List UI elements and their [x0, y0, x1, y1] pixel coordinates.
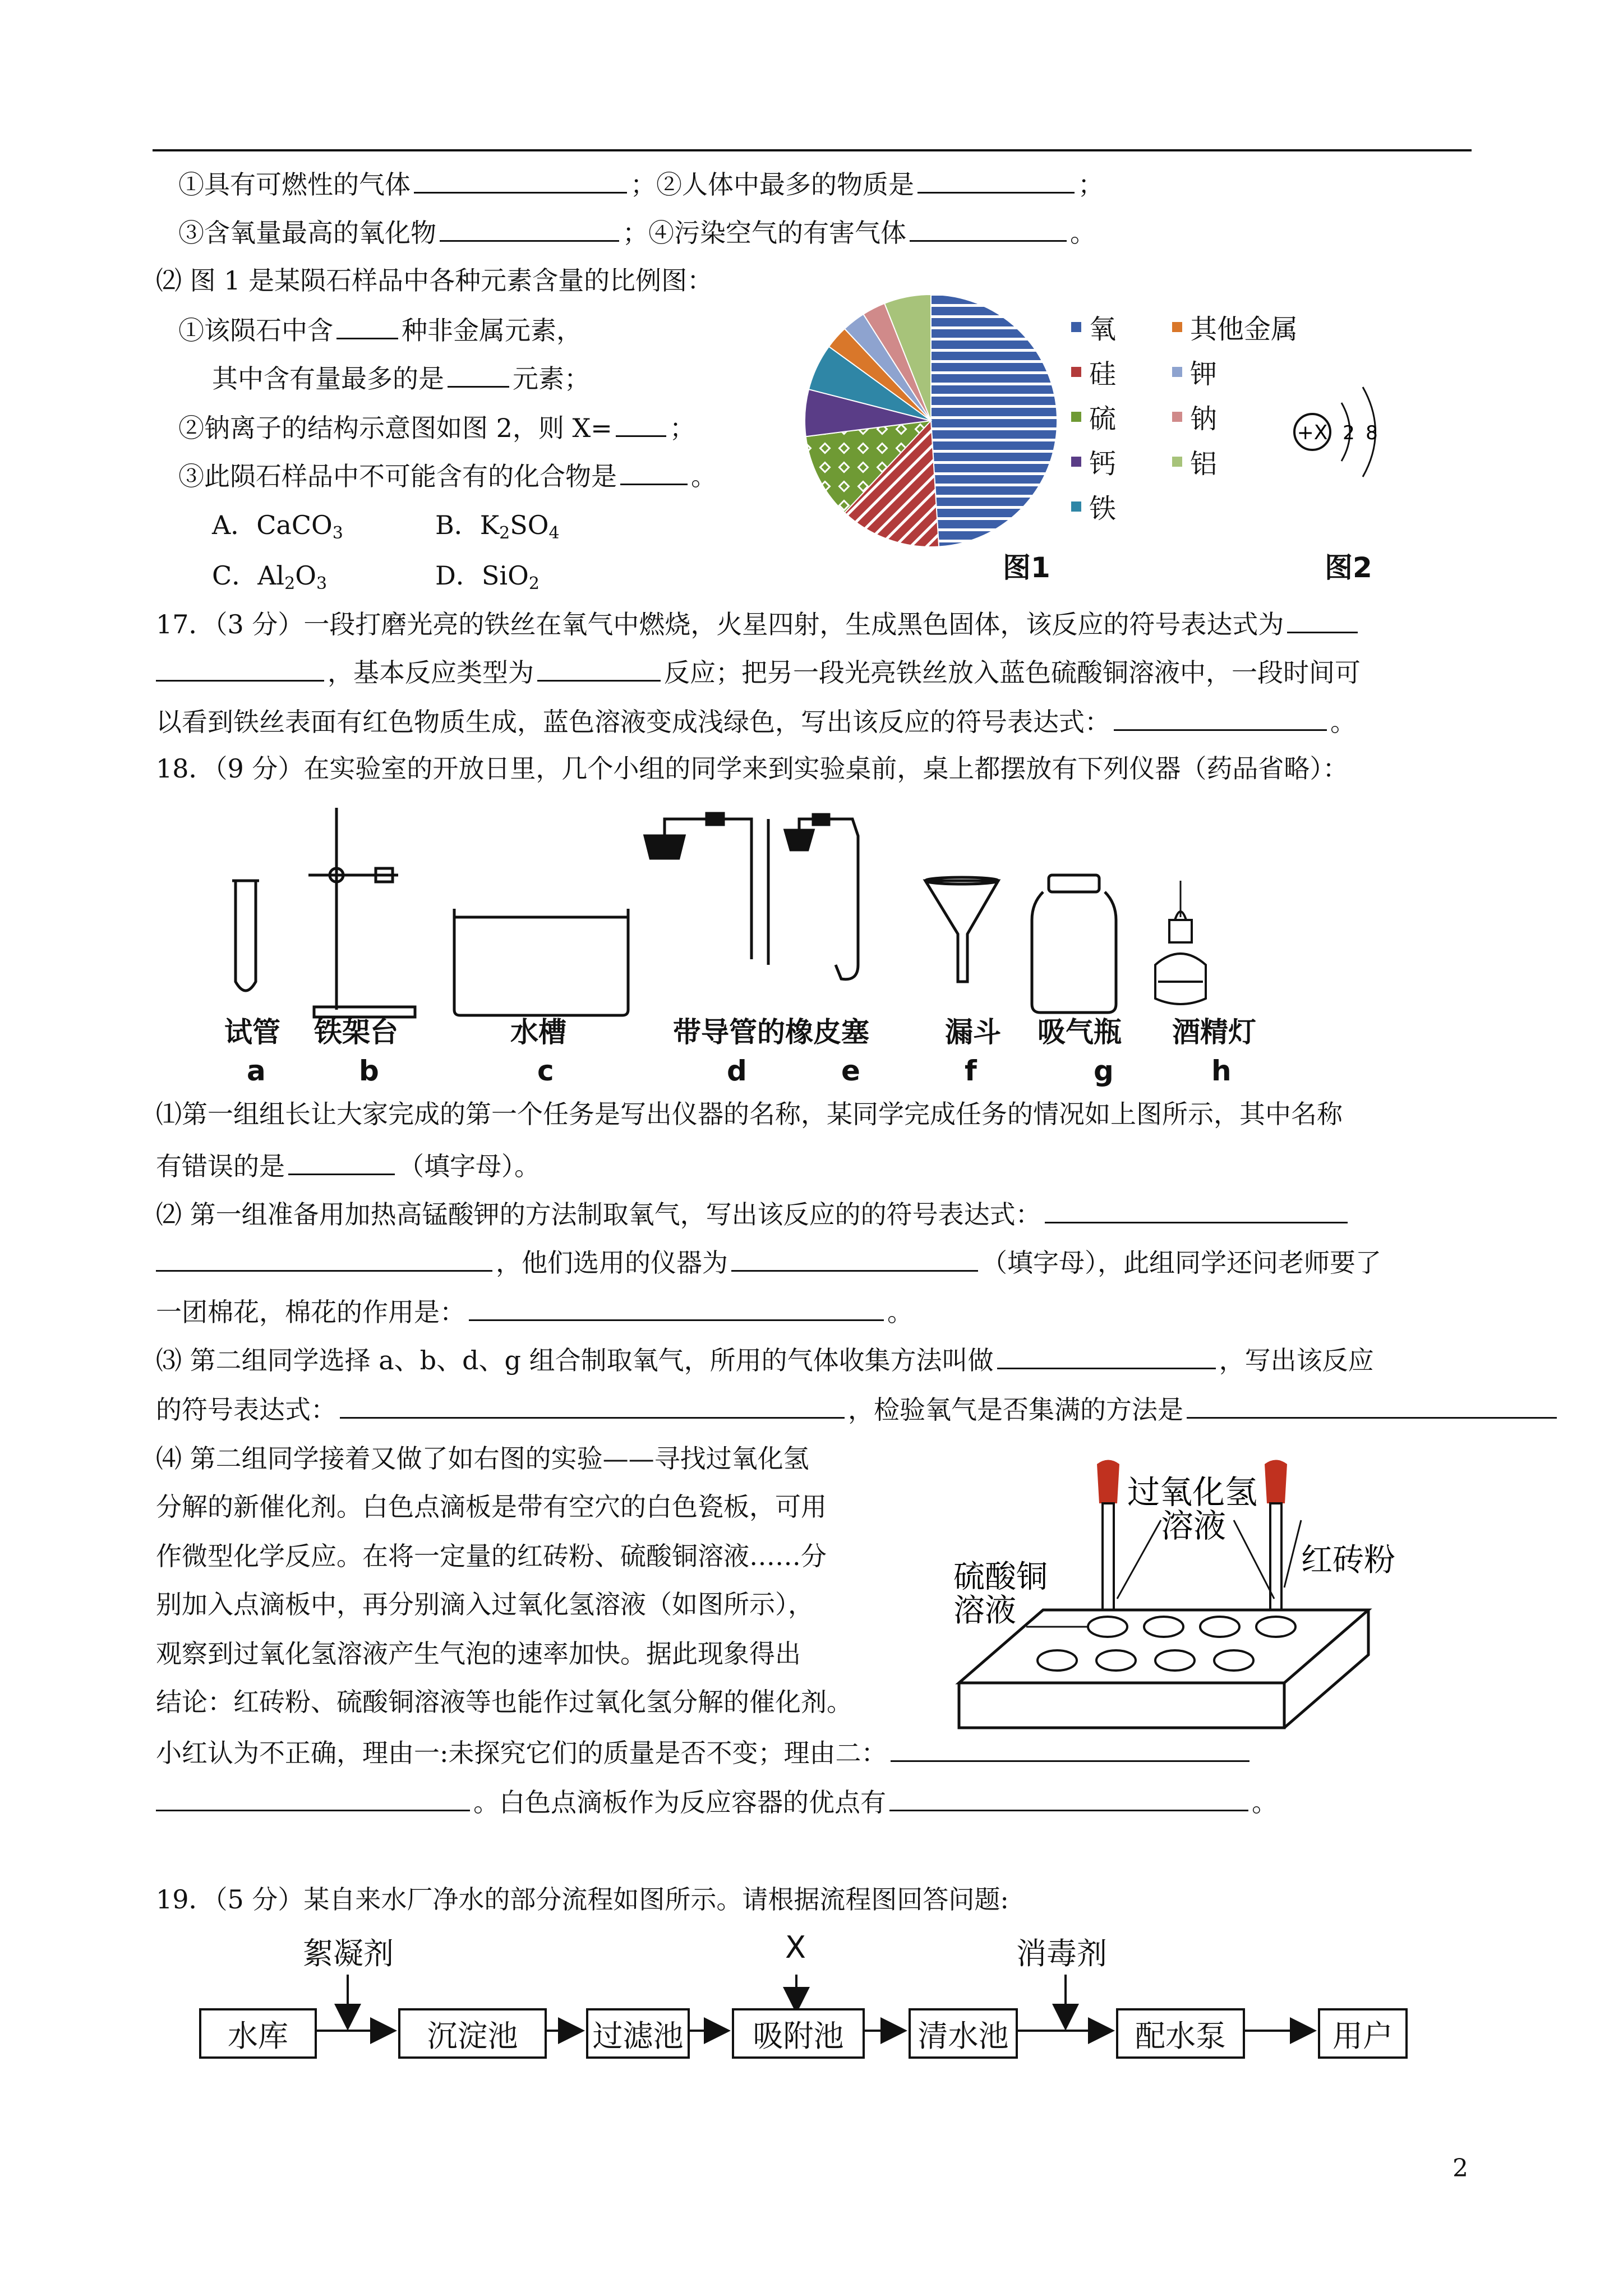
answer-blank[interactable] [469, 1294, 884, 1321]
text: A．CaCO [212, 510, 333, 540]
text: 17．（3 分）一段打磨光亮的铁丝在氧气中燃烧，火星四射，生成黑色固体，该反应的符号表达式为 [156, 609, 1284, 639]
instrument-letter: f [965, 1055, 977, 1087]
q16-p2-3 [178, 458, 717, 493]
legend-item [1172, 442, 1217, 481]
instrument-letter: e [841, 1055, 860, 1087]
text: 。 [1252, 1787, 1278, 1818]
text: ⑶ 第二组同学选择 a、b、d、g 组合制取氧气，所用的气体收集方法叫做 [156, 1345, 994, 1375]
brick-label: 红砖粉 [1301, 1542, 1395, 1579]
nucleus-label: +X [1297, 421, 1328, 444]
answer-blank[interactable] [1187, 1391, 1557, 1419]
sodium-ion-diagram [1279, 359, 1408, 494]
water-trough-icon [454, 909, 628, 1015]
dropper-left-icon [1097, 1460, 1119, 1611]
h2o2-label-2: 溶液 [1161, 1507, 1227, 1545]
shell2-count: 8 [1366, 422, 1378, 444]
instruments-figure [213, 797, 1279, 1021]
option-a [212, 508, 343, 550]
text: 。 [1070, 218, 1096, 248]
instrument-letter: d [727, 1055, 747, 1087]
legend-label: 其他金属 [1190, 314, 1298, 345]
legend-label: 硫 [1089, 403, 1117, 435]
instrument-name: 酒精灯 [1172, 1016, 1256, 1048]
q16-line2 [178, 214, 1096, 250]
text: ，他们选用的仪器为 [496, 1248, 728, 1278]
answer-blank[interactable] [620, 458, 688, 485]
legend-swatch [1071, 367, 1081, 377]
shell1-count: 2 [1343, 422, 1355, 444]
q18-p4-6: 结论：红砖粉、硫酸铜溶液等也能作过氧化氢分解的催化剂。 [156, 1687, 852, 1717]
q16-part2-intro: ⑵ 图 1 是某陨石样品中各种元素含量的比例图： [156, 265, 713, 296]
q18-p1b [156, 1148, 540, 1183]
text: ； [669, 413, 695, 443]
text: 以看到铁丝表面有红色物质生成，蓝色溶液变成浅绿色，写出该反应的符号表达式： [156, 707, 1110, 737]
q19-line1: 19．（5 分）某自来水厂净水的部分流程如图所示。请根据流程图回答问题: [156, 1884, 1009, 1915]
legend-item [1172, 307, 1298, 346]
text: 。 [887, 1297, 913, 1327]
q16-p2-1b [212, 360, 590, 395]
legend-swatch [1172, 322, 1182, 332]
h2o2-label: 过氧化氢 [1127, 1473, 1258, 1511]
legend-swatch [1071, 457, 1081, 467]
text: 。白色点滴板作为反应容器的优点有 [473, 1787, 886, 1818]
chart-legend [1071, 307, 1307, 532]
flow-step-pump: 配水泵 [1116, 2008, 1245, 2059]
text: 。 [1330, 707, 1356, 737]
text: O [295, 560, 316, 591]
q16-line1 [178, 166, 1104, 201]
text: ②钠离子的结构示意图如图 2，则 X= [178, 413, 612, 443]
text: ③含氧量最高的氧化物 [178, 218, 436, 248]
instrument-letter: b [359, 1055, 379, 1087]
figure2-label: 图2 [1325, 551, 1372, 584]
text: ；②人体中最多的物质是 [630, 169, 914, 200]
text: ①该陨石中含 [178, 315, 333, 346]
option-c [212, 559, 327, 601]
option-d [435, 559, 540, 601]
text: SO [510, 510, 549, 540]
q18-p1a: ⑴第一组组长让大家完成的第一个任务是写出仪器的名称，某同学完成任务的情况如上图所示，其中名称 [156, 1099, 1343, 1129]
legend-item [1172, 397, 1217, 436]
text: C．Al [212, 560, 285, 591]
legend-item [1071, 487, 1116, 526]
answer-blank[interactable] [440, 214, 619, 242]
figure1-label: 图1 [1003, 551, 1050, 584]
legend-item [1071, 442, 1116, 481]
answer-blank[interactable] [448, 360, 509, 388]
legend-swatch [1071, 501, 1081, 512]
q18-p4-2: 分解的新催化剂。白色点滴板是带有空穴的白色瓷板，可用 [156, 1492, 827, 1522]
answer-blank[interactable] [414, 166, 627, 194]
text: 一团棉花，棉花的作用是： [156, 1297, 465, 1327]
x-label: X [785, 1930, 806, 1965]
legend-item [1071, 307, 1116, 346]
subscript: 2 [528, 574, 540, 593]
flow-step-adsorption: 吸附池 [732, 2008, 865, 2059]
q18-p4-1: ⑷ 第二组同学接着又做了如右图的实验——寻找过氧化氢 [156, 1443, 809, 1474]
header-rule [153, 149, 1472, 151]
test-tube-icon [232, 881, 259, 991]
flow-step-reservoir: 水库 [199, 2008, 317, 2059]
q18-line1: 18．（9 分）在实验室的开放日里，几个小组的同学来到实验桌前，桌上都摆放有下列仪器（药品省略）： [156, 753, 1349, 784]
legend-swatch [1172, 457, 1182, 467]
instrument-letter: h [1211, 1055, 1232, 1087]
flow-step-clean-water: 清水池 [909, 2008, 1018, 2059]
cuso4-label-2: 溶液 [953, 1593, 1016, 1629]
q18-p4-3: 作微型化学反应。在将一定量的红砖粉、硫酸铜溶液……分 [156, 1541, 827, 1571]
legend-swatch [1172, 367, 1182, 377]
q18-p2b [156, 1244, 1381, 1280]
answer-blank[interactable] [537, 654, 661, 682]
option-b [435, 508, 560, 550]
q18-p2d [156, 1294, 913, 1329]
q18-p2a [156, 1196, 1351, 1231]
text: 有错误的是 [156, 1151, 285, 1181]
flocculant-label: 絮凝剂 [303, 1936, 394, 1971]
q17-line2 [156, 654, 1361, 689]
instrument-name: 铁架台 [314, 1016, 398, 1048]
text: ，基本反应类型为 [328, 657, 534, 688]
subscript: 3 [332, 523, 343, 543]
pie-slice-0 [931, 295, 1057, 547]
q17-line1 [156, 606, 1361, 641]
text: 反应；把另一段光亮铁丝放入蓝色硫酸铜溶液中，一段时间可 [664, 657, 1361, 688]
answer-blank[interactable] [917, 166, 1075, 194]
legend-swatch [1071, 322, 1081, 332]
legend-swatch [1071, 412, 1081, 422]
text: 小红认为不正确，理由一:未探究它们的质量是否不变；理由二： [156, 1738, 887, 1768]
answer-blank[interactable] [1287, 606, 1358, 633]
stopper-tube-icon [645, 813, 768, 965]
subscript: 3 [316, 574, 328, 593]
answer-blank[interactable] [288, 1148, 395, 1175]
answer-blank[interactable] [910, 214, 1067, 242]
q17-line3 [156, 703, 1356, 739]
q18-p3c [156, 1391, 1560, 1427]
q18-p3a [156, 1342, 1374, 1377]
subscript: 4 [548, 523, 560, 543]
flow-step-user: 用户 [1318, 2008, 1408, 2059]
instrument-letter: c [537, 1055, 554, 1087]
text: D．SiO [435, 560, 529, 591]
legend-label: 铁 [1089, 493, 1117, 524]
q18-p4-8 [156, 1784, 1278, 1819]
instrument-name: 吸气瓶 [1038, 1016, 1122, 1048]
text: ；④污染空气的有害气体 [623, 218, 906, 248]
legend-label: 铝 [1190, 448, 1218, 480]
legend-label: 钠 [1190, 403, 1218, 435]
text: B．K [435, 510, 500, 540]
legend-item [1071, 352, 1116, 391]
text: ⑵ 第一组准备用加热高锰酸钾的方法制取氧气，写出该反应的的符号表达式： [156, 1199, 1041, 1230]
answer-blank[interactable] [156, 1784, 470, 1811]
answer-blank[interactable] [731, 1244, 978, 1272]
q16-p2-1 [178, 312, 582, 347]
text: 其中含有量最多的是 [212, 364, 444, 394]
alcohol-lamp-icon [1155, 881, 1206, 1004]
answer-blank[interactable] [340, 1391, 845, 1419]
cuso4-label: 硫酸铜 [953, 1559, 1048, 1595]
legend-item [1071, 397, 1116, 436]
legend-swatch [1172, 412, 1182, 422]
answer-blank[interactable] [1114, 703, 1327, 731]
instrument-letter: a [247, 1055, 266, 1087]
text: 种非金属元素， [402, 315, 582, 346]
answer-blank[interactable] [889, 1784, 1248, 1811]
pie-chart [796, 286, 1066, 555]
legend-label: 钙 [1089, 448, 1117, 480]
text: 的符号表达式： [156, 1395, 336, 1425]
iron-stand-icon [308, 808, 415, 1017]
stopper-tube-2-icon [785, 815, 858, 979]
instrument-name: 水槽 [510, 1016, 566, 1048]
q16-p2-2 [178, 409, 695, 445]
instrument-name: 带导管的橡皮塞 [673, 1016, 869, 1048]
q18-p4-5: 观察到过氧化氢溶液产生气泡的速率加快。据此现象得出 [156, 1639, 801, 1669]
text: 。 [691, 461, 717, 491]
subscript: 2 [499, 523, 510, 543]
instrument-name: 试管 [224, 1016, 280, 1048]
disinfectant-label: 消毒剂 [1016, 1936, 1107, 1971]
text: （填字母）。 [398, 1151, 540, 1181]
text: ①具有可燃性的气体 [178, 169, 411, 200]
instrument-letter: g [1094, 1055, 1114, 1087]
gas-jar-icon [1032, 875, 1116, 1013]
funnel-icon [925, 877, 998, 982]
legend-item [1172, 352, 1217, 391]
answer-blank[interactable] [1045, 1196, 1348, 1223]
answer-blank[interactable] [616, 409, 666, 437]
q18-p4-4: 别加入点滴板中，再分别滴入过氧化氢溶液（如图所示）， [156, 1589, 814, 1619]
text: ，写出该反应 [1219, 1345, 1374, 1375]
answer-blank[interactable] [156, 654, 324, 682]
answer-blank[interactable] [156, 1244, 492, 1272]
page-number: 2 [1453, 2154, 1468, 2183]
flow-step-filtration: 过滤池 [586, 2008, 690, 2059]
text: 元素； [513, 364, 590, 394]
flow-step-sedimentation: 沉淀池 [398, 2008, 547, 2059]
text: ③此陨石样品中不可能含有的化合物是 [178, 461, 617, 491]
instrument-name: 漏斗 [945, 1016, 1001, 1048]
legend-label: 硅 [1089, 358, 1117, 390]
text: ； [1078, 169, 1104, 200]
text: ，检验氧气是否集满的方法是 [848, 1395, 1183, 1425]
answer-blank[interactable] [997, 1342, 1216, 1369]
answer-blank[interactable] [336, 312, 398, 339]
legend-label: 氧 [1089, 314, 1117, 345]
subscript: 2 [284, 574, 296, 593]
legend-label: 钾 [1190, 358, 1218, 390]
text: （填字母），此组同学还问老师要了 [981, 1248, 1381, 1278]
spot-plate-figure [953, 1458, 1436, 1750]
